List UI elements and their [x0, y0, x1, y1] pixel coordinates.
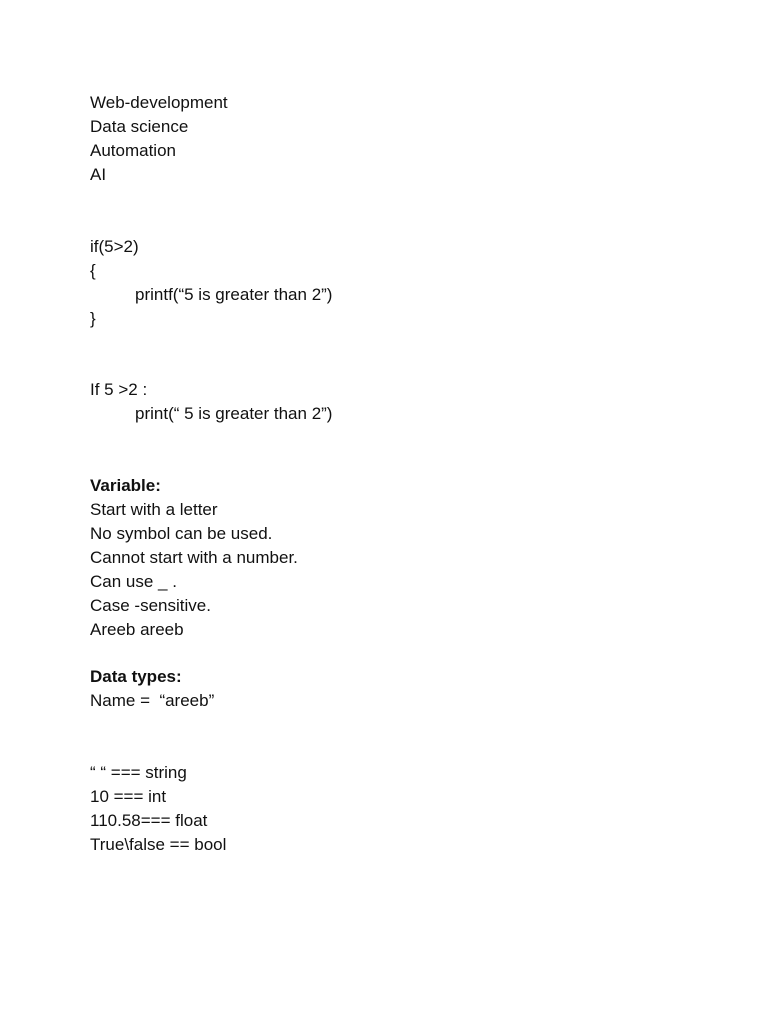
data-type-string: “ “ === string: [90, 763, 187, 782]
use-item-ai: AI: [90, 165, 107, 184]
use-item-data-science: Data science: [90, 117, 189, 136]
c-open-brace: {: [90, 261, 96, 280]
variable-rule: Can use _ .: [90, 572, 177, 591]
variable-rule: No symbol can be used.: [90, 524, 273, 543]
c-printf-statement: printf(“5 is greater than 2”): [135, 285, 333, 304]
variable-rule: Case -sensitive.: [90, 596, 211, 615]
python-print-statement: print(“ 5 is greater than 2”): [135, 404, 333, 423]
data-type-float: 110.58=== float: [90, 811, 208, 830]
variable-rule: Start with a letter: [90, 500, 218, 519]
use-item-web-development: Web-development: [90, 93, 228, 112]
c-if-condition: if(5>2): [90, 237, 139, 256]
variable-rule: Areeb areeb: [90, 620, 184, 639]
data-types-heading: Data types:: [90, 667, 182, 686]
c-close-brace: }: [90, 309, 96, 328]
python-if-condition: If 5 >2 :: [90, 380, 148, 399]
use-item-automation: Automation: [90, 141, 176, 160]
variable-rule: Cannot start with a number.: [90, 548, 298, 567]
data-types-example: Name = “areeb”: [90, 691, 215, 710]
data-type-bool: True\false == bool: [90, 835, 227, 854]
variable-heading: Variable:: [90, 476, 161, 495]
data-type-int: 10 === int: [90, 787, 167, 806]
